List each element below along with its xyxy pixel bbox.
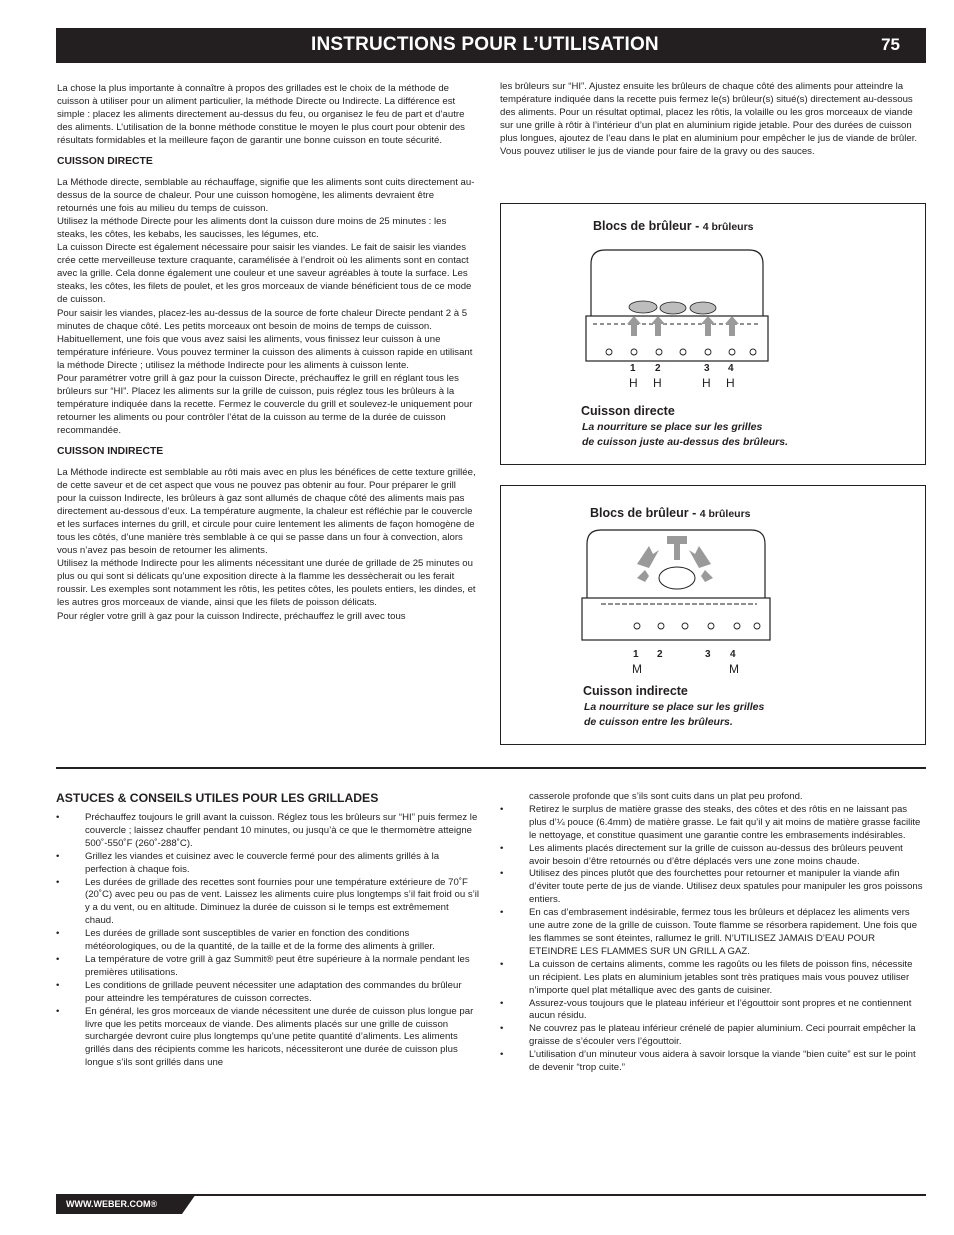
direct-paragraph: Pour saisir les viandes, placez-les au-dessus de la source de forte chaleur Directe pendant 2 à 5 minutes de chaque côté. Les petits morceaux ont besoin de moins de temps de cuisson. Habituellement, une fois que vous avez saisi les aliments, vous finissez leur cuisson à une température inférieure. Vous pouvez terminer la cuisson des aliments à cuisson rapide en utilisant la méthode Directe ; utilisez la méthode Indirecte pour les aliments à cuisson lente.: [57, 307, 473, 371]
diagram-caption-title: Cuisson indirecte: [583, 684, 688, 698]
indirect-paragraph: Pour régler votre grill à gaz pour la cuisson Indirecte, préchauffez le grill avec tous: [57, 610, 406, 622]
diagram-caption: La nourriture se place sur les grilles de cuisson entre les brûleurs.: [584, 701, 765, 728]
burner-setting: H: [726, 376, 735, 390]
burner-number: 3: [704, 363, 710, 374]
tip-item: • Les aliments placés directement sur la grille de cuisson au-dessus des brûleurs peuvent avoir besoin d’être retournés ou d’être déplacés vers une zone moins chaude.: [500, 843, 924, 869]
left-column: [57, 82, 477, 623]
burner-setting: M: [729, 662, 739, 676]
direct-paragraph: La cuisson Directe est également nécessaire pour saisir les viandes. Le fait de saisir les viandes crée cette merveilleuse texture craquante, caramélisée à l’endroit où les aliments sont en contact avec la grille. Cela donne également une couleur et une saveur agréables à toute la surface. Les steaks, les côtes, les filets de poulet, et les gros morceaux de viande bénéficient tous de ce mode de cuisson.: [57, 242, 472, 306]
tip-item: • Les durées de grillade sont susceptibles de varier en fonction des conditions météorologiques, ou de la quantité, de la taille et de la forme des aliments à griller.: [56, 928, 480, 954]
grill-indirect-illustration: [579, 526, 774, 644]
burner-number: 4: [728, 363, 734, 374]
burner-number: 1: [630, 363, 636, 374]
tips-right-column: [500, 791, 924, 1075]
indirect-cooking-diagram: [500, 485, 926, 745]
tips-left-column: [56, 812, 480, 1070]
burner-setting: H: [653, 376, 662, 390]
intro-paragraph: La chose la plus importante à connaître à propos des grillades est le choix de la méthode de cuisson à utiliser pour un aliment particulier, la méthode Directe ou Indirecte. La différence est simple : placez les aliments directement au-dessus du feu, ou organisez le feu de part et d’autre des aliments. L’utilisation de la bonne méthode constitue le moyen le plus court pour obtenir des résultats formidables et la meilleure façon de garantir une bonne cuisson en toute sécurité.: [57, 83, 465, 147]
grill-direct-illustration: [581, 244, 771, 364]
direct-paragraph: Utilisez la méthode Directe pour les aliments dont la cuisson dure moins de 25 minutes : les steaks, les côtes, les kebabs, les saucisses, les légumes, etc.: [57, 215, 447, 240]
tip-item: • Ne couvrez pas le plateau inférieur crénelé de papier aluminium. Ceci pourrait empêcher la graisse de s’écouler vers l’égouttoir.: [500, 1023, 924, 1049]
tips-title: ASTUCES & CONSEILS UTILES POUR LES GRILLADES: [56, 791, 379, 805]
header-bar: [56, 28, 926, 63]
burner-number: 1: [633, 649, 639, 660]
tip-continuation: casserole profonde que s’ils sont cuits dans un plat peu profond.: [529, 791, 803, 802]
direct-heading: CUISSON DIRECTE: [57, 156, 153, 168]
burner-setting: H: [702, 376, 711, 390]
indirect-paragraph: Utilisez la méthode Indirecte pour les aliments nécessitant une durée de grillade de 25 minutes ou plus ou qui sont si délicats qu’une exposition directe à la flamme les dessècherait ou les ferait roussir. Les exemples sont notamment les rôtis, les petites côtes, les poulets entiers, les dindes, et les autres gros morceaux de viande, ainsi que les filets de poisson délicats.: [57, 558, 476, 609]
direct-cooking-diagram: [500, 203, 926, 465]
tips-list-right: [500, 804, 924, 1075]
indirect-paragraph: La Méthode indirecte est semblable au rôti mais avec en plus les bénéfices de cette texture grillée, de cette saveur et de cet aspect que vous ne pouvez pas obtenir au four. Pour préparer le grill pour la cuisson Indirecte, les brûleurs à gaz sont allumés de chaque côté des aliments mais pas directement au-dessous d’eux. La température augmente, la chaleur est réfléchie par le couvercle et les surfaces internes du grill, et circule pour cuire lentement les aliments de façon homogène de tous les côtés, d’une manière très semblable à ce qui se passe dans un four à convection, alors vous n’avez pas besoin de retourner les aliments.: [57, 466, 476, 557]
burner-setting: M: [632, 662, 642, 676]
burner-setting: H: [629, 376, 638, 390]
tip-item: • Utilisez des pinces plutôt que des fourchettes pour retourner et manipuler la viande afin d’éviter toute perte de jus de viande. Utilisez deux spatules pour manipuler les gros poissons entiers.: [500, 868, 924, 907]
burner-number: 2: [657, 649, 663, 660]
tip-item: • Les durées de grillade des recettes sont fournies pour une température extérieure de 70˚F (20˚C) avec peu ou pas de vent. Laissez les aliments cuire plus longtemps s’il fait froid ou s’il y a du vent, ou en altitude. Diminuez la durée de cuisson si le temps est extrêmement chaud.: [56, 877, 480, 929]
tip-item: • En cas d’embrasement indésirable, fermez tous les brûleurs et déplacez les aliments vers une autre zone de la grille de cuisson. Toute flamme se résorbera rapidement. Une fois que les flammes se sont éteintes, rallumez le grill. N’UTILISEZ JAMAIS D’EAU POUR ETEINDRE LES FLAMMES SUR UN GRILL A GAZ.: [500, 907, 924, 959]
tip-item: • Assurez-vous toujours que le plateau inférieur et l’égouttoir sont propres et ne contiennent aucun résidu.: [500, 998, 924, 1024]
diagram-title: Blocs de brûleur - 4 brûleurs: [590, 506, 751, 520]
right-paragraph: les brûleurs sur “HI”. Ajustez ensuite les brûleurs de chaque côté des aliments pour atteindre la température indiquée dans la recette puis fermez le(s) brûleur(s) situé(s) directement au-dessous des aliments. Pour un résultat optimal, placez les rôtis, la volaille ou les gros morceaux de viande sur une grille à rôtir à l’intérieur d’un plat en aluminium rigide jetable. Pour des durées de cuisson plus longues, ajoutez de l’eau dans le plat en aluminium pour empêcher le jus de viande de brûler. Vous pouvez utiliser le jus de viande pour faire de la gravy ou des sauces.: [500, 81, 918, 158]
tip-item: • En général, les gros morceaux de viande nécessitent une durée de cuisson plus longue par livre que les petits morceaux de viande. Des aliments placés sur une grille de cuisson surchargée devront cuire plus longtemps qu’une petite quantité d’aliments. Les aliments grillés dans des récipients comme les haricots, nécessiteront une durée de cuisson plus longue s’ils sont grillés dans une: [56, 1006, 480, 1071]
tip-item: • La température de votre grill à gaz Summit® peut être supérieure à la normale pendant les premières utilisations.: [56, 954, 480, 980]
tip-item: • Les conditions de grillade peuvent nécessiter une adaptation des commandes du brûleur pour atteindre les températures de cuisson correctes.: [56, 980, 480, 1006]
page-title: INSTRUCTIONS POUR L’UTILISATION: [311, 34, 659, 55]
indirect-heading: CUISSON INDIRECTE: [57, 446, 164, 458]
tip-item: • Retirez le surplus de matière grasse des steaks, des côtes et des rôtis en ne laissant pas plus d’¼ pouce (6.4mm) de matière grasse. Le fait qu’il y ait moins de matière grasse facilite le nettoyage, et constitue quasiment une garantie contre les embrasements indésirables.: [500, 804, 924, 843]
direct-paragraph: La Méthode directe, semblable au réchauffage, signifie que les aliments sont cuits directement au-dessus de la source de chaleur. Pour une cuisson homogène, les aliments devraient être retournés une fois au milieu du temps de cuisson.: [57, 176, 475, 214]
burner-number: 4: [730, 649, 736, 660]
footer-url[interactable]: WWW.WEBER.COM®: [66, 1199, 158, 1209]
burner-number: 2: [655, 363, 661, 374]
burner-number: 3: [705, 649, 711, 660]
section-divider: [56, 767, 926, 769]
diagram-title: Blocs de brûleur - 4 brûleurs: [593, 219, 754, 233]
direct-paragraph: Pour paramétrer votre grill à gaz pour la cuisson Directe, préchauffez le grill en réglant tous les brûleurs sur “HI”. Placez les aliments sur la grille de cuisson, puis réglez tous les brûleurs à la température indiquée dans la recette. Fermez le couvercle du grill et soulevez-le uniquement pour retourner les aliments ou pour contrôler l’état de la cuisson au terme de la durée de cuisson recommandée.: [57, 372, 473, 437]
tip-item: • L’utilisation d’un minuteur vous aidera à savoir lorsque la viande “bien cuite” est sur le point de devenir “trop cuite.”: [500, 1049, 924, 1075]
tips-list-left: [56, 812, 480, 1070]
diagram-caption: La nourriture se place sur les grilles de cuisson juste au-dessus des brûleurs.: [582, 421, 788, 448]
diagram-caption-title: Cuisson directe: [581, 404, 675, 418]
tip-item: • La cuisson de certains aliments, comme les ragoûts ou les filets de poisson fins, nécessite un récipient. Les plats en aluminium jetables sont très pratiques mais vous pouvez utiliser n’importe quel plat métallique avec des gants de cuisiner.: [500, 959, 924, 998]
page-number: 75: [881, 35, 900, 54]
right-column: [500, 80, 918, 159]
tip-item: • Préchauffez toujours le grill avant la cuisson. Réglez tous les brûleurs sur “HI” puis fermez le couvercle ; laissez chauffer pendant 10 minutes, ou jusqu’à ce que le thermomètre atteigne 500˚-550˚F (260˚-288˚C).: [56, 812, 480, 851]
tip-item: • Grillez les viandes et cuisinez avec le couvercle fermé pour des aliments grillés à la perfection à chaque fois.: [56, 851, 480, 877]
